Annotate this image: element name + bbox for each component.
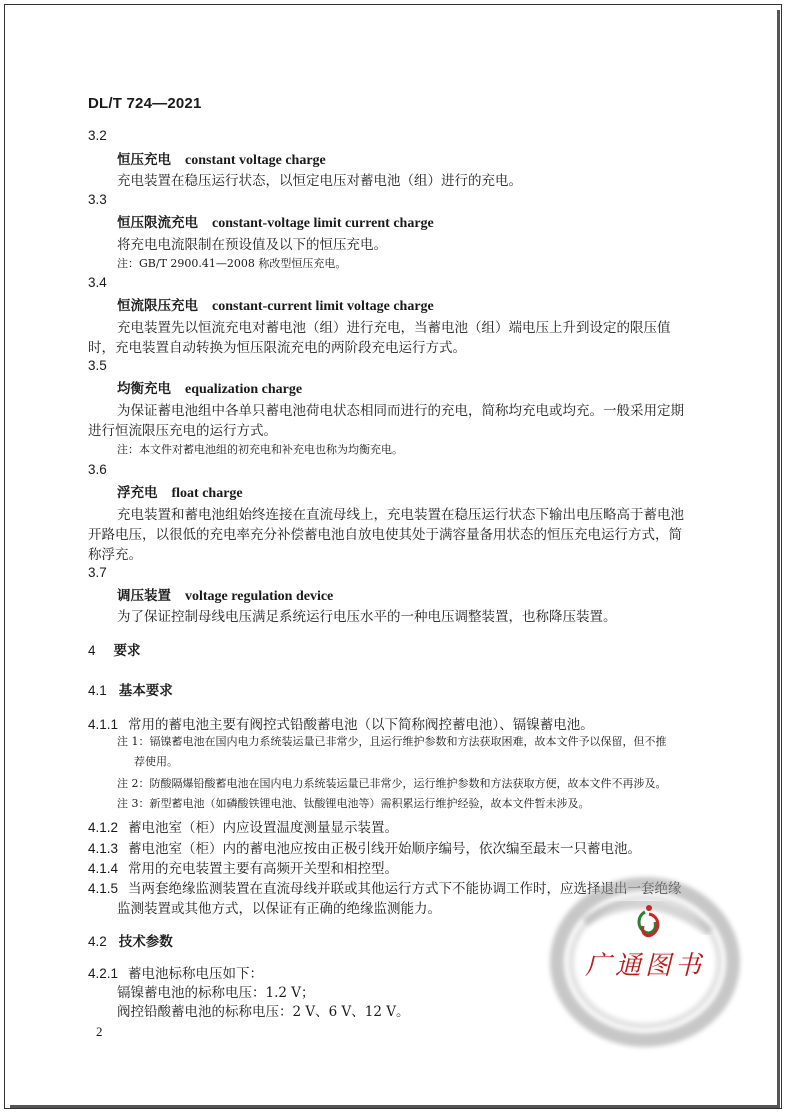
- term-number: 3.3: [88, 192, 107, 207]
- term-number: 3.2: [88, 128, 107, 143]
- term-cn: 浮充电: [117, 485, 158, 501]
- term-definition: 充电装置先以恒流充电对蓄电池（组）进行充电，当蓄电池（组）端电压上升到设定的限压值: [117, 320, 671, 336]
- term-en: equalization charge: [185, 382, 303, 397]
- clause-continued: 监测装置或其他方式，以保证有正确的绝缘监测能力。: [117, 901, 441, 917]
- document-code: DL/T 724—2021: [88, 95, 202, 112]
- term-cn: 恒压充电: [117, 152, 171, 168]
- clause: 4.2.1 蓄电池标称电压如下：: [88, 966, 263, 982]
- term-definition: 为了保证控制母线电压满足系统运行电压水平的一种电压调整装置，也称降压装置。: [117, 609, 617, 625]
- term-number: 3.6: [88, 462, 107, 477]
- term-definition: 充电装置在稳压运行状态，以恒定电压对蓄电池（组）进行的充电。: [117, 173, 522, 189]
- clause: 4.1.2 蓄电池室（柜）内应设置温度测量显示装置。: [88, 820, 398, 836]
- section-heading: 4 要求: [88, 643, 141, 659]
- publisher-seal: [545, 862, 745, 1052]
- term-title: [117, 211, 434, 232]
- term-number: 3.7: [88, 565, 107, 580]
- term-title: [117, 148, 326, 169]
- section-heading: 4.2 技术参数: [88, 934, 173, 950]
- term-cn: 恒流限压充电: [117, 298, 198, 314]
- term-number: 3.4: [88, 275, 107, 290]
- term-definition: 充电装置和蓄电池组始终连接在直流母线上，充电装置在稳压运行状态下输出电压略高于蓄电池: [117, 507, 684, 523]
- seal-text: 广通图书: [584, 951, 706, 981]
- term-en: constant-voltage limit current charge: [212, 216, 434, 231]
- term-definition: 开路电压，以很低的充电率充分补偿蓄电池自放电使其处于满容量备用状态的恒压充电运行方式，简: [88, 527, 682, 543]
- term-en: constant voltage charge: [185, 153, 326, 168]
- clause: 4.1.5 当两套绝缘监测装置在直流母线并联或其他运行方式下不能协调工作时，应选择退出一套绝缘: [88, 881, 682, 897]
- term-title: [117, 481, 243, 502]
- clause: 4.1.3 蓄电池室（柜）内的蓄电池应按由正极引线开始顺序编号，依次编至最末一只蓄电池。: [88, 841, 641, 857]
- section-heading: 4.1 基本要求: [88, 683, 173, 699]
- term-note: 注：本文件对蓄电池组的初充电和补充电也称为均衡充电。: [117, 443, 403, 456]
- term-number: 3.5: [88, 358, 107, 373]
- page-number: 2: [96, 1024, 103, 1039]
- list-item: 镉镍蓄电池的标称电压：1.2 V；: [117, 985, 315, 1001]
- clause-note: 注 1：镉镍蓄电池在国内电力系统装运量已非常少，且运行维护参数和方法获取困难，故本文件予以保留，但不推: [117, 735, 667, 748]
- term-definition: 将充电电流限制在预设值及以下的恒压充电。: [117, 237, 387, 253]
- clause: 4.1.4 常用的充电装置主要有高频开关型和相控型。: [88, 861, 398, 877]
- term-title: [117, 294, 434, 315]
- term-en: constant-current limit voltage charge: [212, 299, 434, 314]
- term-note: 注：GB/T 2900.41—2008 称改型恒压充电。: [117, 257, 347, 270]
- clause: 4.1.1 常用的蓄电池主要有阀控式铅酸蓄电池（以下简称阀控蓄电池）、镉镍蓄电池。: [88, 717, 594, 733]
- term-title: [117, 377, 302, 398]
- term-title: [117, 584, 333, 605]
- emblem-dot: [646, 905, 652, 911]
- list-item: 阀控铅酸蓄电池的标称电压：2 V、6 V、12 V。: [117, 1004, 410, 1020]
- term-cn: 调压装置: [117, 588, 171, 604]
- clause-note: 注 2：防酸隔爆铅酸蓄电池在国内电力系统装运量已非常少，运行维护参数和方法获取方便，故本文件不再涉及。: [117, 777, 667, 790]
- term-definition: 为保证蓄电池组中各单只蓄电池荷电状态相同而进行的充电，简称均充电或均充。一般采用定期: [117, 403, 684, 419]
- term-en: float charge: [171, 486, 243, 501]
- clause-note: 荐使用。: [134, 755, 178, 768]
- term-definition: 称浮充。: [88, 547, 142, 563]
- term-cn: 均衡充电: [117, 381, 171, 397]
- term-cn: 恒压限流充电: [117, 215, 198, 231]
- term-en: voltage regulation device: [185, 589, 334, 604]
- term-definition: 时，充电装置自动转换为恒压限流充电的两阶段充电运行方式。: [88, 340, 466, 356]
- term-definition: 进行恒流限压充电的运行方式。: [88, 423, 277, 439]
- clause-note: 注 3：新型蓄电池（如磷酸铁锂电池、钛酸锂电池等）需积累运行维护经验，故本文件暂未涉及。: [117, 797, 590, 810]
